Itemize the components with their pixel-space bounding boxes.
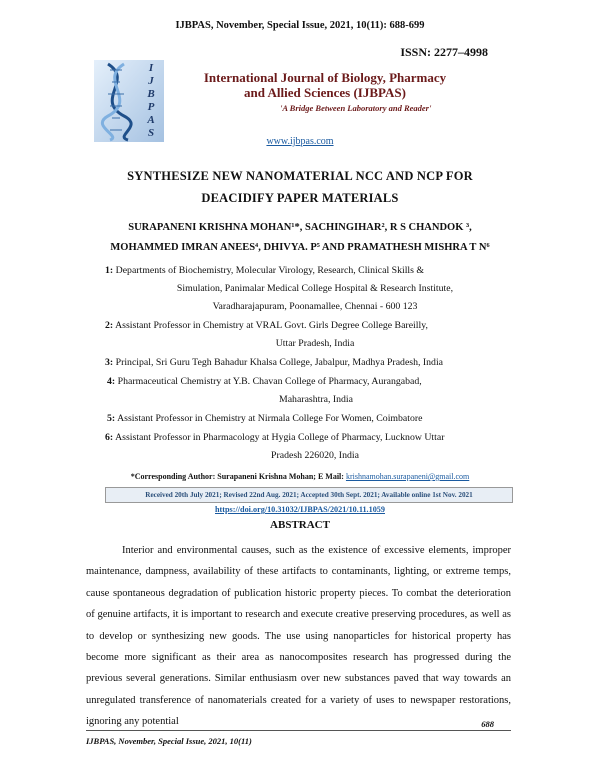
- page-number: 688: [481, 719, 494, 729]
- journal-logo: [94, 60, 164, 142]
- journal-website-link[interactable]: www.ijbpas.com: [266, 136, 334, 147]
- affiliations: [105, 262, 525, 466]
- email-link[interactable]: krishnamohan.surapaneni@gmail.com: [345, 472, 470, 481]
- abstract-heading: ABSTRACT: [270, 519, 330, 531]
- publication-dates: Received 20th July 2021; Revised 22nd Aug. 2021; Accepted 30th Sept. 2021; Available online 1st Nov. 2021: [105, 487, 513, 503]
- affiliation-item: 5: Assistant Professor in Chemistry at Nirmala College For Women, Coimbatore: [107, 413, 423, 424]
- affiliation-item: 4: Pharmaceutical Chemistry at Y.B. Chavan College of Pharmacy, Aurangabad, Maharashtra, India: [107, 376, 422, 405]
- affiliation-item: 2: Assistant Professor in Chemistry at VRAL Govt. Girls Degree College Bareilly, Uttar Pradesh, India: [105, 320, 428, 349]
- corresponding-author: *Corresponding Author: Surapaneni Krishna Mohan; E Mail: krishnamohan.surapaneni@gmail.com: [130, 472, 470, 481]
- affiliation-item: 1: Departments of Biochemistry, Molecular Virology, Research, Clinical Skills & Simulation, Panimalar Medical College Hospital & Research Institute, Varadharajapuram, Poonamallee, Chennai - 600 123: [105, 265, 454, 312]
- logo-letters: I J B P A S: [147, 62, 155, 139]
- author-list: SURAPANENI KRISHNA MOHAN¹*, SACHINGIHAR², R S CHANDOK ³, MOHAMMED IMRAN ANEES⁴, DHIVYA. P⁵ AND PRAMATHESH MISHRA T N⁶: [110, 222, 490, 253]
- footer-divider: [86, 730, 511, 731]
- journal-citation: IJBPAS, November, Special Issue, 2021, 10(11): 688-699: [175, 20, 425, 31]
- issn: ISSN: 2277–4998: [400, 45, 488, 59]
- abstract-body: Interior and environmental causes, such as the existence of excessive elements, improper maintenance, dampness, availability of these artifacts to contaminants, lighting, or extreme temps, cause spontaneous degradation of publication historic property pieces. To combat the deterioration of genuine artifacts, it is important to research and execute creative preserving procedures, as well as to develop or synthesizing new goods. The use using nanoparticles for historical property has become more significant as their area as nanocomposites research has progressed during the previous several generations. Similar enthusiasm over new substances paved that way towards an unregulated transference of nanomaterials created for a variety of uses to newspaper restorations, ignoring any potential: [86, 545, 511, 728]
- affiliation-item: 3: Principal, Sri Guru Tegh Bahadur Khalsa College, Jabalpur, Madhya Pradesh, India: [105, 357, 444, 368]
- footer-citation: IJBPAS, November, Special Issue, 2021, 10(11): [86, 736, 252, 746]
- journal-title: International Journal of Biology, Pharmacy and Allied Sciences (IJBPAS): [203, 70, 447, 100]
- doi-link[interactable]: https://doi.org/10.31032/IJBPAS/2021/10.11.1059: [215, 505, 385, 514]
- paper-title: SYNTHESIZE NEW NANOMATERIAL NCC AND NCP FOR DEACIDIFY PAPER MATERIALS: [127, 169, 473, 205]
- affiliation-item: 6: Assistant Professor in Pharmacology at Hygia College of Pharmacy, Lucknow Uttar Pradesh 226020, India: [105, 432, 445, 461]
- journal-tagline: 'A Bridge Between Laboratory and Reader': [280, 103, 432, 113]
